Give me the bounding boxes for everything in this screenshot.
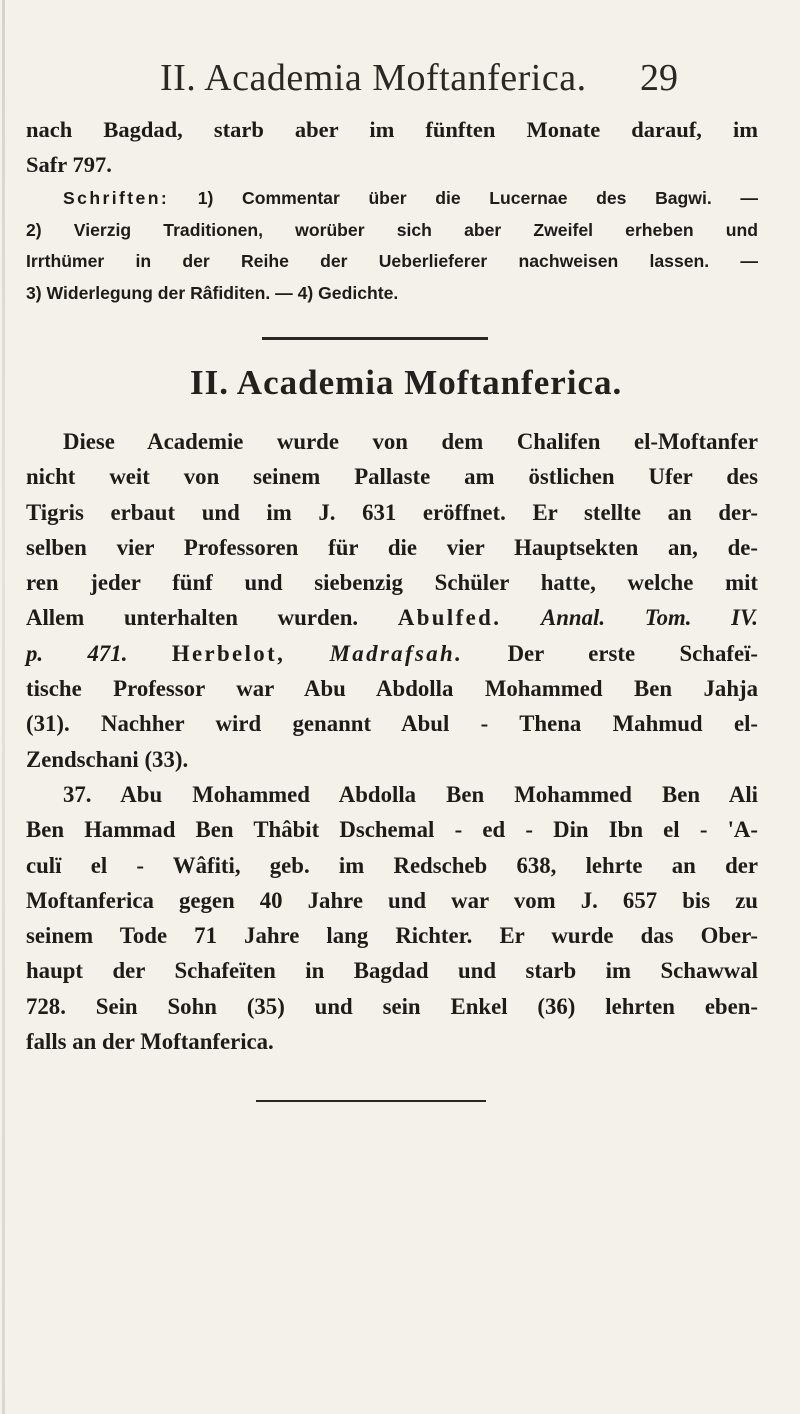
text-line: nach Bagdad, starb aber im fünften Monate darauf, im: [26, 117, 758, 142]
text-line: ren jeder fünf und siebenzig Schüler hatte, welche mit: [26, 570, 758, 596]
page-number: 29: [640, 57, 678, 99]
section-divider: [262, 337, 488, 340]
text-line: culï el - Wâfiti, geb. im Redscheb 638, lehrte an der: [26, 852, 758, 878]
schriften-list: [26, 183, 758, 309]
page-edge-shadow: [2, 0, 5, 1414]
text-line: 728. Sein Sohn (35) und sein Enkel (36) lehrten eben-: [26, 993, 758, 1019]
schriften-line: [26, 183, 758, 215]
text-line: Safr 797.: [26, 152, 112, 177]
schriften-item: 1) Commentar über die Lucernae des Bagwi. —: [197, 188, 758, 208]
text-line: Ben Hammad Ben Thâbit Dschemal - ed - Din Ibn el - 'A-: [26, 817, 758, 843]
text-line: Tigris erbaut und im J. 631 eröffnet. Er stellte an der-: [26, 499, 758, 525]
text-line: tische Professor war Abu Abdolla Mohammed Ben Jahja: [26, 676, 758, 702]
text-line: falls an der Moftanferica.: [26, 1029, 274, 1055]
text-line: nicht weit von seinem Pallaste am östlichen Ufer des: [26, 464, 758, 490]
continuation-paragraph: [26, 112, 758, 182]
text-line: haupt der Schafeïten in Bagdad und starb im Schawwal: [26, 958, 758, 984]
section-heading: II. Academia Moftanferica.: [190, 363, 623, 402]
schriften-line: 2) Vierzig Traditionen, worüber sich aber Zweifel erheben und: [26, 219, 758, 240]
citation: p. 471.: [26, 640, 128, 666]
text-line: [26, 636, 758, 671]
text-line: Diese Academie wurde von dem Chalifen el-Moftanfer: [63, 429, 758, 454]
text-line: seinem Tode 71 Jahre lang Richter. Er wurde das Ober-: [26, 923, 758, 949]
schriften-label: Schriften:: [63, 188, 170, 208]
text-segment: Allem unterhalten wurden.: [26, 605, 359, 631]
text-line: Moftanferica gegen 40 Jahre und war vom J. 657 bis zu: [26, 887, 758, 913]
text-segment: Der erste Schafeï-: [507, 640, 759, 666]
citation: Madrafsah.: [329, 640, 464, 666]
section-divider: [256, 1100, 486, 1102]
schriften-line: 3) Widerlegung der Râfiditen. — 4) Gedichte.: [26, 282, 399, 303]
text-line: selben vier Professoren für die vier Hauptsekten an, de-: [26, 534, 758, 560]
text-line: (31). Nachher wird genannt Abul - Thena Mahmud el-: [26, 711, 758, 737]
text-line: [26, 600, 758, 635]
author-name: Herbelot,: [171, 640, 286, 666]
text-line: Zendschani (33).: [26, 746, 189, 772]
text-line: 37. Abu Mohammed Abdolla Ben Mohammed Ben Ali: [63, 781, 758, 807]
body-paragraph: [26, 424, 758, 1059]
citation: Annal. Tom. IV.: [541, 605, 758, 631]
schriften-line: Irrthümer in der Reihe der Ueberlieferer nachweisen lassen. —: [26, 251, 758, 271]
running-title: II. Academia Moftanferica.: [160, 57, 587, 99]
author-name: Abulfed.: [397, 605, 502, 631]
